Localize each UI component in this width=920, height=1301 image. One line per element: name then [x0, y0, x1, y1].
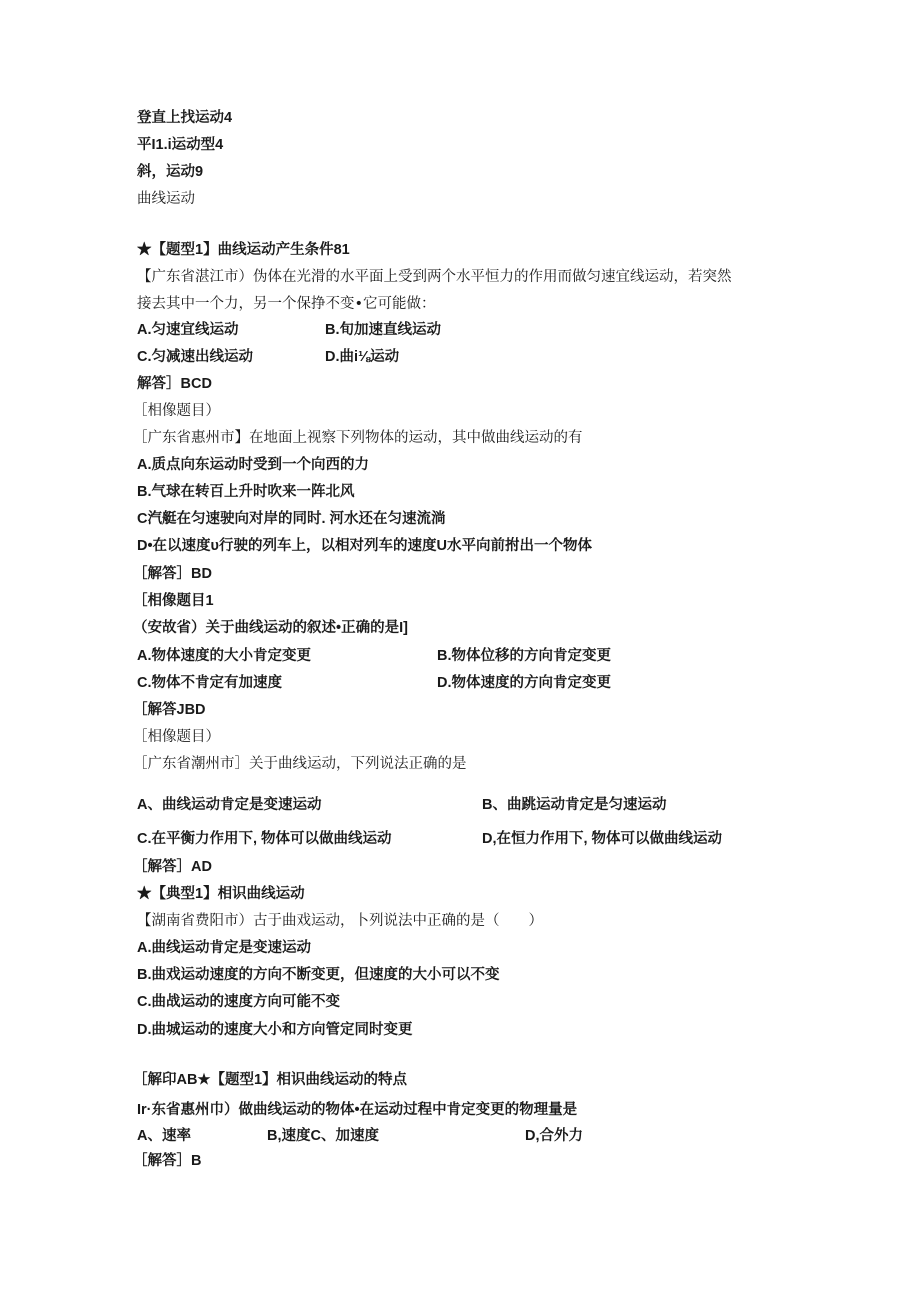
- question-stem: ［广东省惠州市】在地面上视察下列物体的运动，其中做曲线运动的有: [133, 430, 583, 446]
- toc-item: 平I1.i运动型4: [137, 137, 224, 153]
- section-title: ★【典型1】相识曲线运动: [137, 886, 305, 902]
- option-a: A、速率: [137, 1128, 191, 1144]
- option-c: C.匀减速出线运动: [137, 349, 253, 365]
- option-c: C汽艇在匀速驶向对岸的同时. 河水还在匀速流淌: [137, 511, 446, 527]
- question-stem: Ir·东省惠州巾）做曲线运动的物体•在运动过程中肯定变更的物理量是: [137, 1102, 578, 1118]
- option-d: D.曲i⅛运动: [325, 349, 400, 365]
- option-d: D.曲城运动的速度大小和方向管定同时变更: [137, 1022, 413, 1038]
- section-title: ★【题型1】曲线运动产生条件81: [137, 242, 350, 258]
- toc-item: 曲线运动: [137, 191, 195, 207]
- answer: 解答］BCD: [137, 376, 212, 392]
- option-a: A、曲线运动肯定是变速运动: [137, 797, 322, 813]
- similar-question-tag: ［相像题目）: [133, 403, 220, 419]
- question-stem: 【广东省湛江市）伪体在光滑的水平面上受到两个水平恒力的作用而做匀速宜线运动，若突然: [137, 269, 732, 285]
- answer: ［解答］BD: [133, 566, 212, 582]
- option-d: D,合外力: [525, 1128, 583, 1144]
- option-d: D.物体速度的方向肯定变更: [437, 675, 611, 691]
- option-bc: B,速度C、加速度: [267, 1128, 379, 1144]
- answer: ［解答］B: [133, 1153, 202, 1169]
- option-a: A.匀速宜线运动: [137, 322, 239, 338]
- option-c: C.曲战运动的速度方向可能不变: [137, 994, 340, 1010]
- option-a: A.曲线运动肯定是变速运动: [137, 940, 311, 956]
- option-b: B.旬加速直线运动: [325, 322, 441, 338]
- option-a: A.质点向东运动时受到一个向西的力: [137, 457, 369, 473]
- option-b: B、曲跳运动肯定是匀速运动: [482, 797, 667, 813]
- question-stem: （安故省）关于曲线运动的叙述•正确的是I]: [133, 620, 408, 636]
- toc-item: 斜，运动9: [137, 164, 204, 180]
- question-stem: 【湖南省费阳市）古于曲戏运动，卜列说法中正确的是（ ）: [137, 913, 543, 929]
- similar-question-tag: ［相像题目）: [133, 729, 220, 745]
- section-title: ［解印AB★【题型1】相识曲线运动的特点: [133, 1072, 408, 1088]
- answer: ［解答］AD: [133, 859, 212, 875]
- option-d: D,在恒力作用下, 物体可以做曲线运动: [482, 831, 723, 847]
- option-b: B.物体位移的方向肯定变更: [437, 648, 611, 664]
- question-stem: ［广东省潮州市］关于曲线运动，下列说法正确的是: [133, 756, 467, 772]
- question-stem: 接去其中一个力，另一个保挣不变•它可能做：: [137, 296, 436, 312]
- option-c: C.物体不肯定有加速度: [137, 675, 282, 691]
- option-b: B.曲戏运动速度的方向不断变更，但速度的大小可以不变: [137, 967, 500, 983]
- answer: ［解答JBD: [133, 702, 206, 718]
- option-d: D•在以速度υ行驶的列车上，以相对列车的速度U水平向前拊出一个物体: [137, 538, 592, 554]
- option-b: B.气球在转百上升时吹来一阵北风: [137, 484, 355, 500]
- option-a: A.物体速度的大小肯定变更: [137, 648, 311, 664]
- toc-item: 登直上找运动4: [137, 110, 233, 126]
- similar-question-tag: ［相像题目1: [133, 593, 214, 609]
- option-c: C.在平衡力作用下, 物体可以做曲线运动: [137, 831, 392, 847]
